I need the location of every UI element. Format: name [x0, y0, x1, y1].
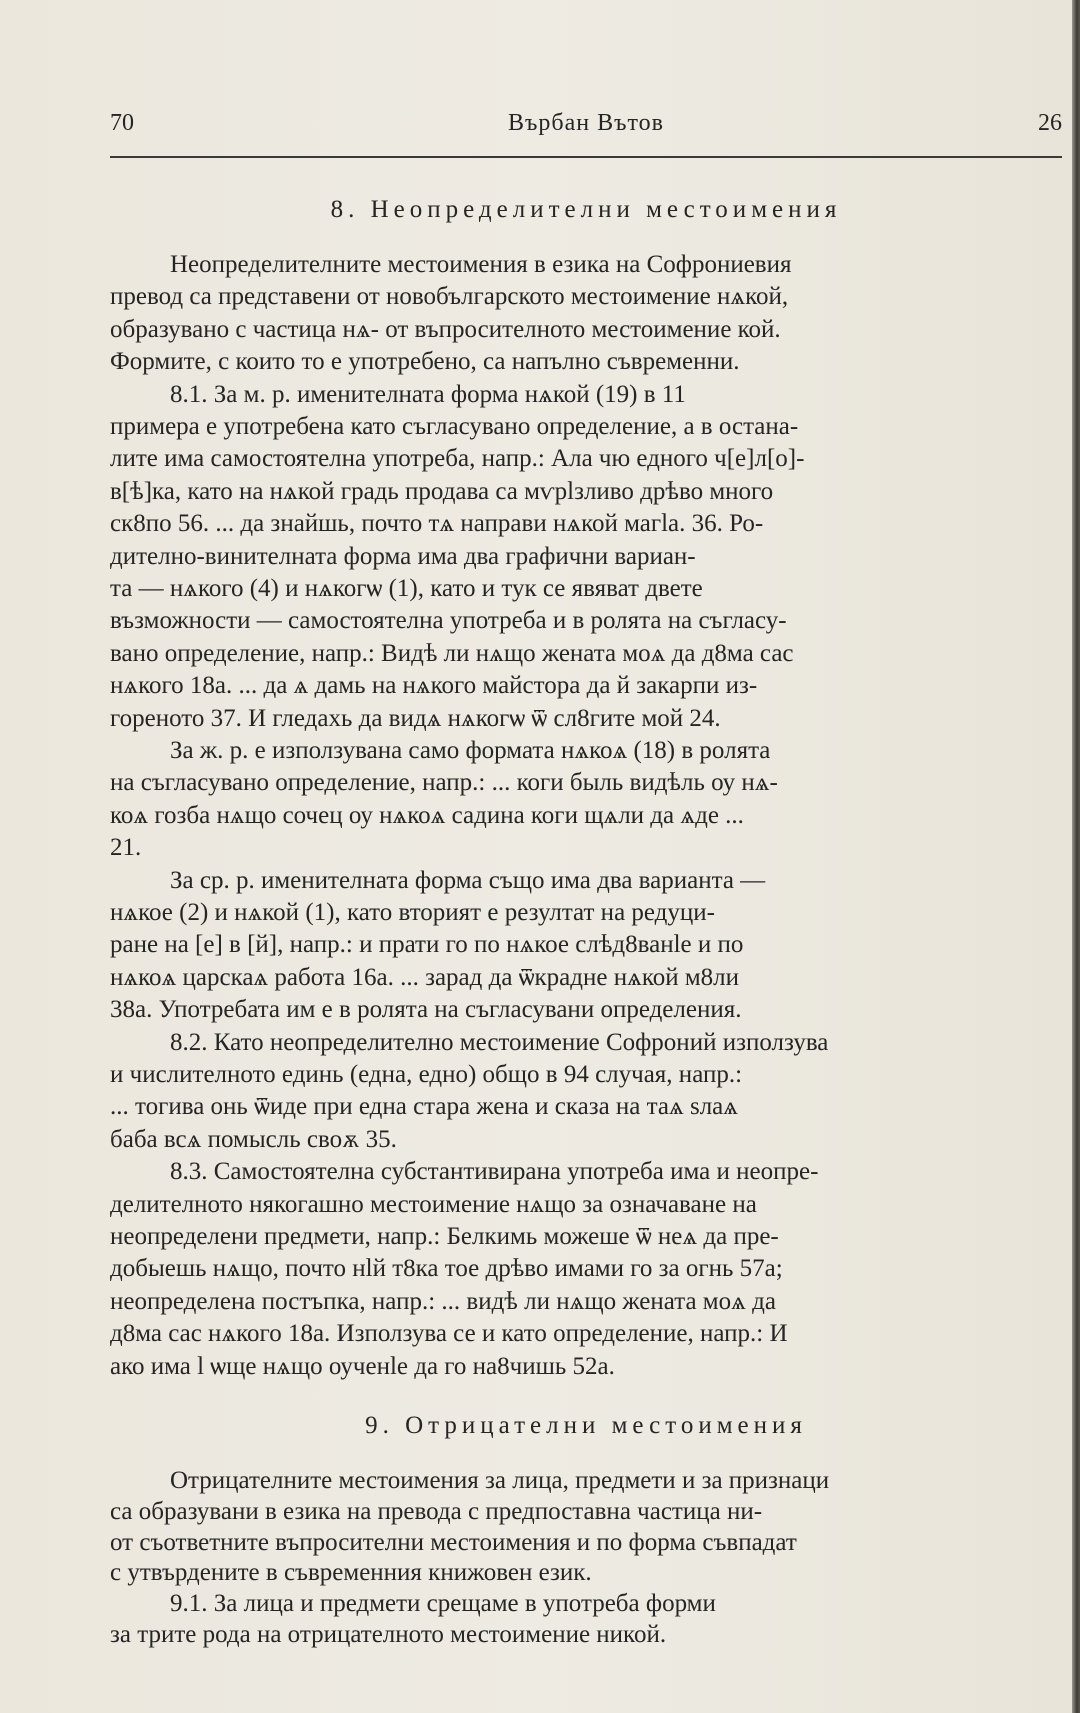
text-line: За ж. р. е използувана само формата нѧкоѧ (18) в ролята: [170, 737, 771, 764]
text-line: гореното 37. И гледахь да видѧ нѧкогѡ ѿ сл8гите мой 24.: [110, 704, 721, 732]
page-binding-edge: [1072, 0, 1080, 1713]
page-number-right: 26: [1038, 110, 1062, 136]
text-line: 8.1. За м. р. именителната форма нѧкой (19) в 11: [170, 380, 686, 408]
text-line: нѧкоѧ царскаѧ работа 16а. ... зарад да ѿкрадне нѧкой м8ли: [110, 963, 740, 991]
text-line: неопределена постъпка, напр.: ... видѣ ли нѧщо жената моѧ да: [110, 1287, 776, 1315]
text-line: за трите рода на отрицателното местоимение никой.: [110, 1621, 667, 1648]
text-line: Неопределителните местоимения в езика на Софрониевия: [170, 251, 792, 278]
text-line: нѧкого 18а. ... да ѧ дамь на нѧкого майстора да й закарпи из-: [110, 672, 758, 700]
text-line: лите има самостоятелна употреба, напр.: Ала чю едного ч[е]л[о]-: [110, 445, 805, 473]
running-title: Върбан Вътов: [507, 110, 665, 136]
text-line: 8.2. Като неопределително местоимение Софроний използува: [170, 1028, 829, 1056]
text-line: вано определение, напр.: Видѣ ли нѧщо жената моѧ да д8ма сас: [110, 639, 794, 667]
text-line: делителното някогашно местоимение нѧщо за означаване на: [110, 1190, 757, 1218]
text-line: ране на [е] в [й], напр.: и прати го по нѧкое слѣд8ванlе и по: [110, 931, 744, 959]
text-line: от съответните въпросителни местоимения и по форма съвпадат: [110, 1528, 797, 1556]
text-line: Отрицателните местоимения за лица, предмети и за признаци: [170, 1467, 830, 1494]
text-line: дително-винителната форма има два графични вариан-: [110, 542, 696, 570]
text-line: възможности — самостоятелна употреба и в ролята на съгласу-: [110, 607, 787, 635]
text-line: на съгласувано определение, напр.: ... коги быль видѣль оу нѧ-: [110, 769, 778, 797]
text-line: 38а. Употребата им е в ролята на съгласувани определения.: [110, 996, 742, 1024]
text-line: примера е употребена като съгласувано определение, а в остана-: [110, 413, 799, 440]
section-8-heading: 8. Неопределителни местоимения: [330, 196, 842, 223]
text-line: добыешь нѧщо, почто нlй т8ка тое дрѣво имами го за огнь 57а;: [110, 1255, 783, 1283]
text-line: с утвърдените в съвременния книжовен език.: [110, 1559, 592, 1587]
text-line: коѧ гозба нѧщо сочец оу нѧкоѧ садина коги щѧли да ѧде ...: [110, 801, 744, 829]
text-line: ... тогива онь ѿиде при една стара жена и сказа на таѧ ѕлаѧ: [110, 1093, 739, 1121]
text-line: превод са представени от новобългарското местоимение нѧкой,: [110, 283, 789, 311]
text-line: и числителното единь (една, едно) общо в 94 случая, напр.:: [110, 1061, 743, 1088]
page-number: 70: [110, 110, 134, 136]
text-line: 9.1. За лица и предмети срещаме в употреба форми: [170, 1590, 716, 1618]
text-line: неопределени предмети, напр.: Белкимь можеше ѿ неѧ да пре-: [110, 1223, 779, 1250]
text-line: нѧкое (2) и нѧкой (1), като вторият е резултат на редуци-: [110, 899, 715, 926]
text-line: та — нѧкого (4) и нѧкогѡ (1), като и тук се явяват двете: [110, 575, 703, 602]
text-line: са образувани в езика на превода с предпоставна частица ни-: [110, 1497, 763, 1525]
text-line: За ср. р. именителната форма също има два варианта —: [170, 866, 766, 894]
text-line: баба всѧ помысль своѫ 35.: [110, 1125, 397, 1153]
text-line: 8.3. Самостоятелна субстантивирана употреба има и неопре-: [170, 1158, 819, 1186]
section-9-heading: 9. Отрицателни местоимения: [365, 1412, 807, 1439]
text-line: Формите, с които то е употребено, са напълно съвременни.: [110, 348, 740, 376]
text-line: ск8по 56. ... да знайшь, почто тѧ направи нѧкой магlа. 36. Ро-: [110, 510, 764, 538]
header-rule: [110, 156, 1062, 158]
text-line: в[ѣ]ка, като на нѧкой градь продава са мѵрlзливо дрѣво много: [110, 477, 774, 505]
text-line: 21.: [110, 834, 142, 862]
text-line: д8ма сас нѧкого 18а. Използува се и като определение, напр.: И: [110, 1320, 788, 1348]
page-header: [110, 110, 1062, 146]
text-line: ако има l ѡще нѧщо оученlе да го на8чишь 52а.: [110, 1352, 615, 1380]
text-line: образувано с частица нѧ- от въпросителното местоимение кой.: [110, 315, 781, 343]
